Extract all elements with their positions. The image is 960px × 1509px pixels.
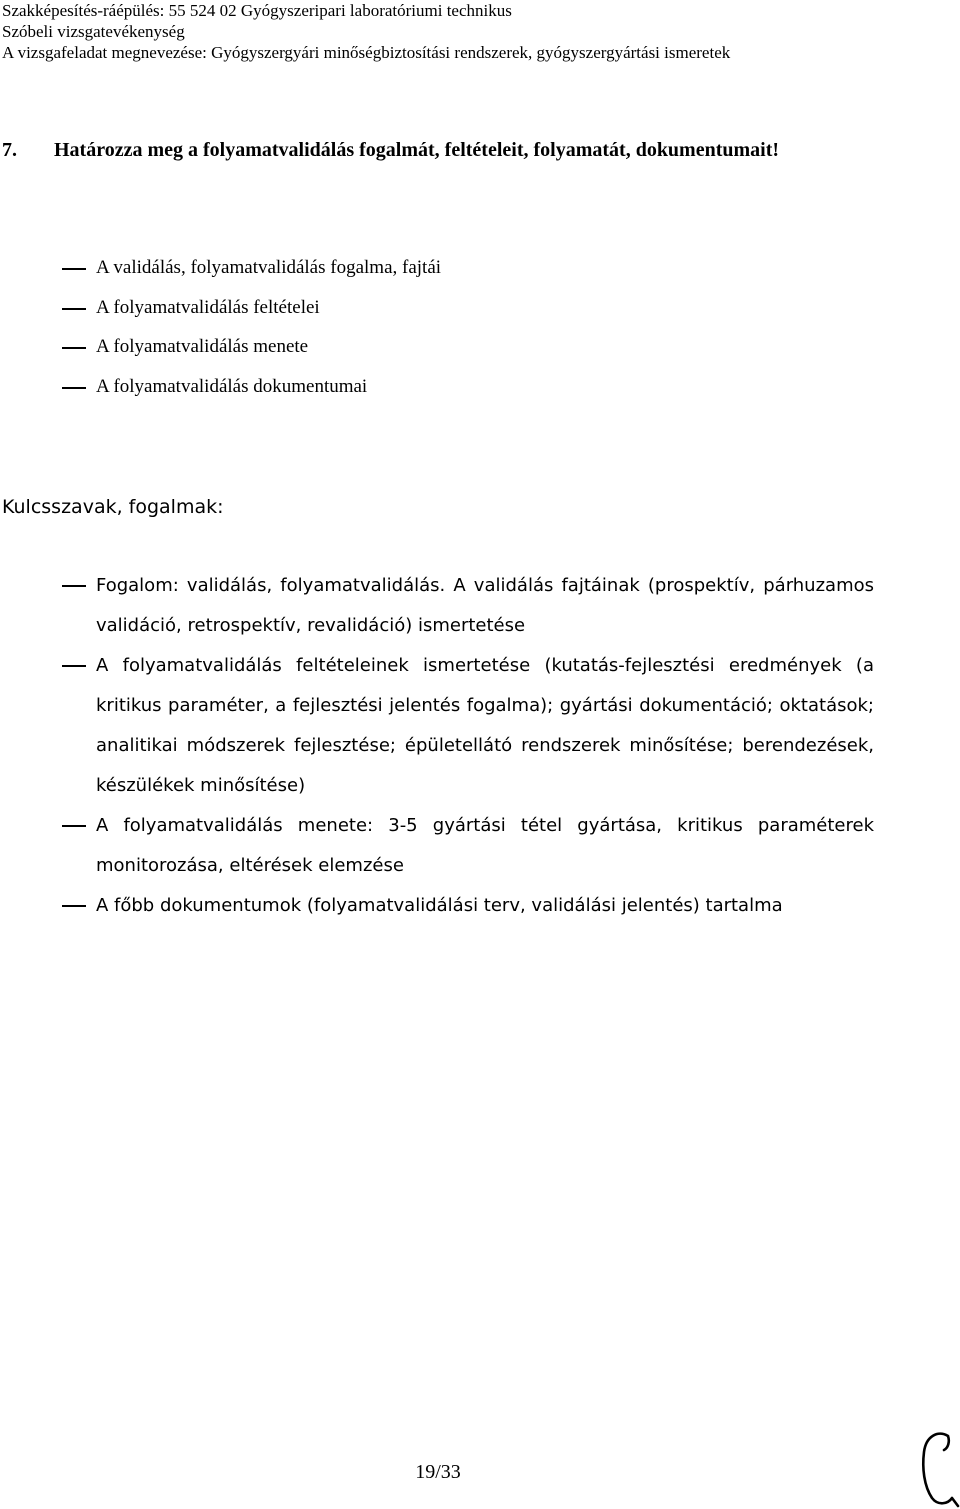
outline-item-label: A folyamatvalidálás menete: [96, 336, 309, 358]
keyword-item-text: Fogalom: validálás, folyamatvalidálás. A validálás fajtáinak (prospektív, párhuzamos validáció, retrospektív, revalidáció) ismertetése: [96, 575, 874, 636]
keyword-item: [0, 806, 960, 886]
outline-item-label: A folyamatvalidálás dokumentumai: [96, 376, 368, 398]
question-heading: [2, 130, 874, 170]
outline-item: [0, 248, 900, 288]
keyword-item-text: A főbb dokumentumok (folyamatvalidálási terv, validálási jelentés) tartalma: [96, 895, 783, 916]
keyword-item: [0, 566, 960, 646]
header-task-name: A vizsgafeladat megnevezése: Gyógyszergyári minőségbiztosítási rendszerek, gyógyszergyártási ismeretek: [2, 43, 731, 62]
outline-item-label: A folyamatvalidálás feltételei: [96, 296, 320, 318]
dash-bullet-icon: [62, 347, 86, 349]
page-header: [2, 0, 730, 63]
keyword-item-text: A folyamatvalidálás menete: 3-5 gyártási tétel gyártása, kritikus paraméterek monitorozása, eltérések elemzése: [96, 815, 874, 876]
dash-bullet-icon: [62, 825, 86, 827]
keywords-title: Kulcsszavak, fogalmak:: [2, 496, 224, 518]
dash-bullet-icon: [62, 387, 86, 389]
keyword-item: [0, 886, 960, 926]
keywords-list: [0, 566, 960, 926]
keyword-item-text: A folyamatvalidálás feltételeinek ismertetése (kutatás-fejlesztési eredmények (a kritikus paraméter, a fejlesztési jelentés fogalma); gyártási dokumentáció; oktatások; analitikai módszerek fejlesztése; épületellátó rendszerek minősítése; berendezések, készülékek minősítése): [96, 655, 874, 796]
signature-mark-icon: [918, 1428, 960, 1509]
dash-bullet-icon: [62, 905, 86, 907]
outline-item: [0, 327, 900, 367]
dash-bullet-icon: [62, 585, 86, 587]
header-exam-type: Szóbeli vizsgatevékenység: [2, 22, 185, 41]
dash-bullet-icon: [62, 308, 86, 310]
outline-item-label: A validálás, folyamatvalidálás fogalma, fajtái: [96, 257, 442, 278]
topic-outline: [0, 248, 900, 407]
keyword-item: [0, 646, 960, 806]
question-number: 7.: [2, 139, 17, 161]
outline-item: [0, 367, 900, 407]
question-text: Határozza meg a folyamatvalidálás fogalmát, feltételeit, folyamatát, dokumentumait!: [54, 139, 780, 161]
dash-bullet-icon: [62, 665, 86, 667]
page-number: 19/33: [415, 1461, 461, 1483]
outline-item: [0, 288, 900, 328]
dash-bullet-icon: [62, 268, 86, 270]
header-qualification: Szakképesítés-ráépülés: 55 524 02 Gyógyszeripari laboratóriumi technikus: [2, 1, 512, 20]
